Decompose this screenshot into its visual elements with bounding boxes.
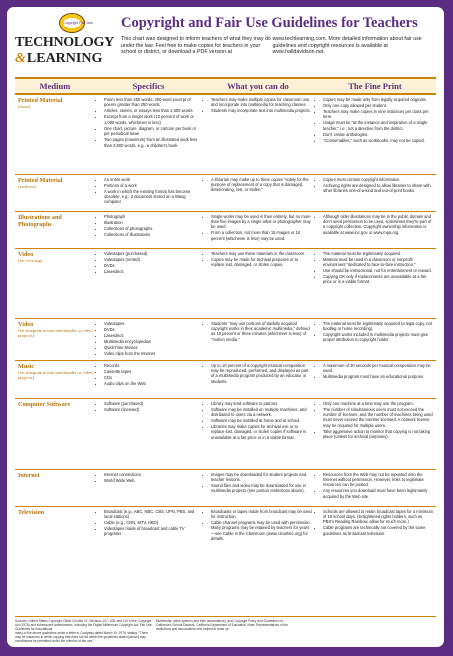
list-item: • Software may be installed on multiple machines, and distributed to users via a network. [211,407,312,418]
medium-cell [15,211,95,248]
list-item: • Records [104,363,200,368]
what-you-can-do-cell [202,469,314,506]
bullet-list [317,97,434,143]
list-item: • Articles, stories, or essays less than 2,500 words [104,108,200,113]
footer-col-2: Multimedia; cable system (and their associations); and Copyright Policy and Guidelines for California's School Districts, California Department of Education. Note: Representatives of the institutions and associations who helped to draw up [155,619,288,631]
list-item: • Teachers may make multiple copies for classroom use, and incorporate into multimedia for teaching classes. [211,97,312,108]
header [15,13,436,77]
bullet-list [205,363,312,385]
bullet-list [317,509,434,537]
bullet-list [205,401,312,441]
column-header-what-you-can-do: What you can do [202,78,314,94]
medium-cell [15,248,95,318]
list-item: • Portions of a work [104,183,200,188]
list-item: • Students may incorporate text into multimedia projects. [211,108,312,113]
list-item: • Videotapes made of broadcast and cable TV programs [104,526,200,537]
list-item: • Teachers may make copies in nine instances per class per term. [323,109,434,120]
medium-cell [15,398,95,469]
list-item: • Students "may use portions of lawfully acquired copyright works in their academic multimedia," defined as 10 percent or three minutes (whichever is less) of "motion media." [211,321,312,343]
fine-print-cell [314,506,436,562]
list-item: • The number of simultaneous users must not exceed the number of licenses; and the number of machines being used must never exceed the number licensed. A network license may be required for multiple users. [323,407,434,429]
list-item: • Don't create anthologies. [323,132,434,137]
list-item: • Library may lend software to patrons. [211,401,312,406]
list-item: • Cable (e.g., CNN, MTV, HBO) [104,520,200,525]
bullet-list [317,401,434,440]
fine-print-cell [314,398,436,469]
bullet-list [205,472,312,494]
bullet-list [98,97,200,148]
list-item: • Excerpt from a longer work (10 percent of work or 1,000 words, whichever is less) [104,114,200,125]
medium-title: Printed Material [18,176,63,184]
medium-cell [15,174,95,211]
list-item: • Use should be instructional, not for entertainment or reward. [323,268,434,273]
guidelines-table [15,77,436,562]
list-item: • One chart, picture, diagram, or cartoon per book or per periodical issue [104,126,200,137]
list-item: • Software (purchased) [104,401,200,406]
column-header-fine-print: The Fine Print [314,78,436,94]
table-row [15,469,436,506]
list-item: • Laserdiscs [104,269,200,274]
medium-title: Computer Software [18,400,71,408]
medium-title: Printed Material [18,97,63,104]
bullet-list [98,363,200,386]
list-item: • Video clips from the Internet [104,351,200,356]
list-item: • Any resources you download must have been legitimately acquired by the Web site. [323,488,434,499]
specifics-cell [95,94,202,174]
list-item: • From a collection, not more than 15 images or 10 percent (whichever is less) may be used. [211,230,312,241]
list-item: • Only one machine at a time may use the program. [323,401,434,406]
intro-left: This chart was designed to inform teachers of what they may do under the law. Feel free to make copies for teachers in your school or district, or download a PDF version at [121,36,271,56]
bullet-list [317,214,434,236]
what-you-can-do-cell [202,174,314,211]
specifics-cell [95,174,202,211]
badge-text: Copyright Fair Use [63,18,81,28]
specifics-cell [95,248,202,318]
technology-learning-logo [15,13,113,73]
specifics-cell [95,360,202,398]
page-title: Copyright and Fair Use Guidelines for Teachers [121,15,418,31]
list-item: • CDs [104,375,200,380]
fine-print-cell [314,94,436,174]
medium-cell [15,318,95,360]
specifics-cell [95,506,202,562]
list-item: • Only one copy allowed per student. [323,103,434,108]
list-item: • Two pages (maximum) from an illustrated work less than 2,500 words, e.g., a children's book [104,137,200,148]
bullet-list [98,321,200,356]
medium-subtitle: (for integration into multimedia or video projects) [18,369,93,380]
logo-learning: LEARNING [26,51,103,66]
table-row [15,506,436,562]
fine-print-cell [314,469,436,506]
table-row [15,211,436,248]
specifics-cell [95,398,202,469]
logo-learning-line [15,51,102,67]
list-item: • Take aggressive action to monitor that copying is not taking place (unless for archival purposes). [323,429,434,440]
list-item: • Videotapes (purchased) [104,251,200,256]
medium-title: Internet [18,471,40,479]
list-item: • Laserdiscs [104,333,200,338]
list-item: • The material must be legitimately acquired. [323,251,434,256]
list-item: • Photograph [104,214,200,219]
what-you-can-do-cell [202,211,314,248]
list-item: • The material must be legitimately acquired (a legal copy, not bootleg or home recording). [323,321,434,332]
copyright-badge-icon [59,13,93,33]
list-item: • DVDs [104,263,200,268]
list-item: • Resources from the Web may not be reposted onto the Internet without permission. However, links to legitimate resources can be posted. [323,472,434,488]
bullet-list [98,177,200,205]
bullet-list [98,509,200,537]
list-item: • Illustration [104,220,200,225]
table-row [15,174,436,211]
table-row [15,318,436,360]
list-item: • Software may be installed at home and at school. [211,418,312,423]
list-item: • Internet connections [104,472,200,477]
table-row [15,94,436,174]
bullet-list [98,251,200,274]
medium-cell [15,469,95,506]
fine-print-cell [314,174,436,211]
list-item: • Software (licensed) [104,407,200,412]
list-item: • Copies must contain copyright information. [323,177,434,182]
intro-text [121,36,431,56]
bullet-list [98,472,200,483]
intro-right: www.techlearning.com. More detailed information about fair use guidelines and copyright resources is available at www.halldavidson.net. [272,36,422,56]
fine-print-cell [314,360,436,398]
what-you-can-do-cell [202,94,314,174]
list-item: • Copying OK only if replacements are unavailable at a fair price or in a viable format. [323,274,434,285]
list-item: • Copies may be made for archival purposes or to replace lost, damaged, or stolen copies. [211,257,312,268]
list-item: • Sound files and video may be downloaded for use in multimedia projects (see portion restrictions above). [211,483,312,494]
footer-col-1: Sources: United States Copyright Office Circular 21; Sections 107, 108, and 110 of the Copyright Act (1976) and subsequent amendments, including the Digital Millennium Copyright Act; Fair Use Guidelines for Educational [15,619,152,631]
list-item: • Collections of illustrations [104,232,200,237]
list-item: • "Consumables," such as workbooks, may not be copied. [323,138,434,143]
list-item: • A maximum of 30 seconds per musical composition may be used. [323,363,434,374]
medium-subtitle: (archives) [18,183,37,189]
table-row [15,398,436,469]
bullet-list [317,321,434,343]
table-header-row [15,78,436,94]
medium-cell [15,94,95,174]
list-item: • Videotapes (rented) [104,257,200,262]
medium-title: Video [18,320,34,328]
fine-print-cell [314,318,436,360]
column-header-medium: Medium [15,78,95,94]
list-item: • A librarian may make up to three copies "solely for the purpose of replacement of a copy that is damaged, deteriorating, lost, or stolen." [211,177,312,193]
bullet-list [317,177,434,194]
what-you-can-do-cell [202,360,314,398]
logo-technology: TECHNOLOGY [15,35,114,50]
table-row [15,248,436,318]
list-item: • Archiving rights are designed to allow libraries to share with other libraries one-of-a-kind and out-of-print books. [323,183,434,194]
bullet-list [317,363,434,380]
list-item: • Images may be downloaded for student projects and teacher lessons. [211,472,312,483]
bullet-list [205,214,312,242]
list-item: • DVDs [104,327,200,332]
medium-cell [15,506,95,562]
list-item: • A work in which the existing format has become obsolete, e.g., a document stored on a Wang computer [104,189,200,205]
table-row [15,360,436,398]
medium-subtitle: (for integration into multimedia or video projects) [18,327,93,338]
list-item: • Audio clips on the Web [104,381,200,386]
list-item: • World Wide Web [104,478,200,483]
fine-print-cell [314,211,436,248]
what-you-can-do-cell [202,398,314,469]
bullet-list [205,177,312,193]
list-item: • Collections of photographs [104,226,200,231]
list-item: • QuickTime Movies [104,345,200,350]
list-item: • Broadcast (e.g., ABC, NBC, CBS, UPN, PBS, and local stations) [104,509,200,520]
medium-subtitle: (for viewing) [18,257,43,263]
list-item: • Multimedia program must have an educational purpose. [323,374,434,379]
logo-ampersand: & [15,51,26,66]
bullet-list [205,509,312,542]
specifics-cell [95,318,202,360]
column-header-specifics: Specifics [95,78,202,94]
medium-cell [15,360,95,398]
table-body [15,94,436,562]
footer-col-3: many of the above guidelines wrote a letter to Congress dated March 19, 1976, stating: "There may be instances in which copying that does not fall within the guidelines stated [above] may nonetheless be permitted under the criterion of fair use." [15,631,149,643]
list-item: • Cable channel programs may be used with permission. Many programs may be retained by teachers for years—see Cable in the Classroom (www.ciconline.org) for details. [211,520,312,542]
bullet-list [317,472,434,500]
list-item: • Single works may be used in their entirety, but no more than five images by a single artist or photographer may be used. [211,214,312,230]
medium-title: Television [18,508,45,516]
medium-subtitle: (short) [18,104,31,109]
medium-title: Video [18,250,34,258]
bullet-list [98,401,200,412]
list-item: • Teachers may use these materials in the classroom. [211,251,312,256]
what-you-can-do-cell [202,506,314,562]
bullet-list [317,251,434,285]
list-item: • Copies may be made only from legally acquired originals. [323,97,434,102]
bullet-list [205,97,312,114]
poster [7,7,444,647]
specifics-cell [95,469,202,506]
list-item: • Broadcasts or tapes made from broadcast may be used for instruction. [211,509,312,520]
list-item: • Usage must be "at the instance and inspiration of a single teacher," i.e., not a directive from the district. [323,120,434,131]
list-item: • Although older illustrations may be in the public domain and don't need permission to be used, sometimes they're part of a copyright collection. Copyright ownership information is available at www.loc.gov or www.mpa.org. [323,214,434,236]
what-you-can-do-cell [202,248,314,318]
fine-print-cell [314,248,436,318]
footer-sources [15,616,436,643]
list-item: • Cable programs are technically not covered by the same guidelines as broadcast television. [323,525,434,536]
list-item: • Multimedia encyclopedias [104,339,200,344]
bullet-list [98,214,200,237]
list-item: • Up to 10 percent of a copyright musical composition may be reproduced, performed, and displayed as part of a multimedia program produced by an educator or students. [211,363,312,385]
list-item: • An entire work [104,177,200,182]
specifics-cell [95,211,202,248]
medium-title: Illustrations and Photographs [18,213,62,228]
list-item: • Libraries may make copies for archival use or to replace lost, damaged, or stolen copies if software is unavailable at a fair price or in a viable format. [211,424,312,440]
bullet-list [205,251,312,268]
bullet-list [205,321,312,343]
list-item: • Videotapes [104,321,200,326]
what-you-can-do-cell [202,318,314,360]
list-item: • Copyright works included in multimedia projects must give proper attribution to copyright holder. [323,332,434,343]
medium-title: Music [18,362,35,370]
list-item: • Material must be used in a classroom or nonprofit environment "dedicated to face-to-face instruction." [323,257,434,268]
list-item: • Schools are allowed to retain broadcast tapes for a minimum of 10 school days. (Enlightened rights holders, such as PBS's Reading Rainbow, allow for much more.) [323,509,434,525]
list-item: • Poem less than 250 words; 250-word excerpt of poems greater than 250 words [104,97,200,108]
list-item: • Cassette tapes [104,369,200,374]
